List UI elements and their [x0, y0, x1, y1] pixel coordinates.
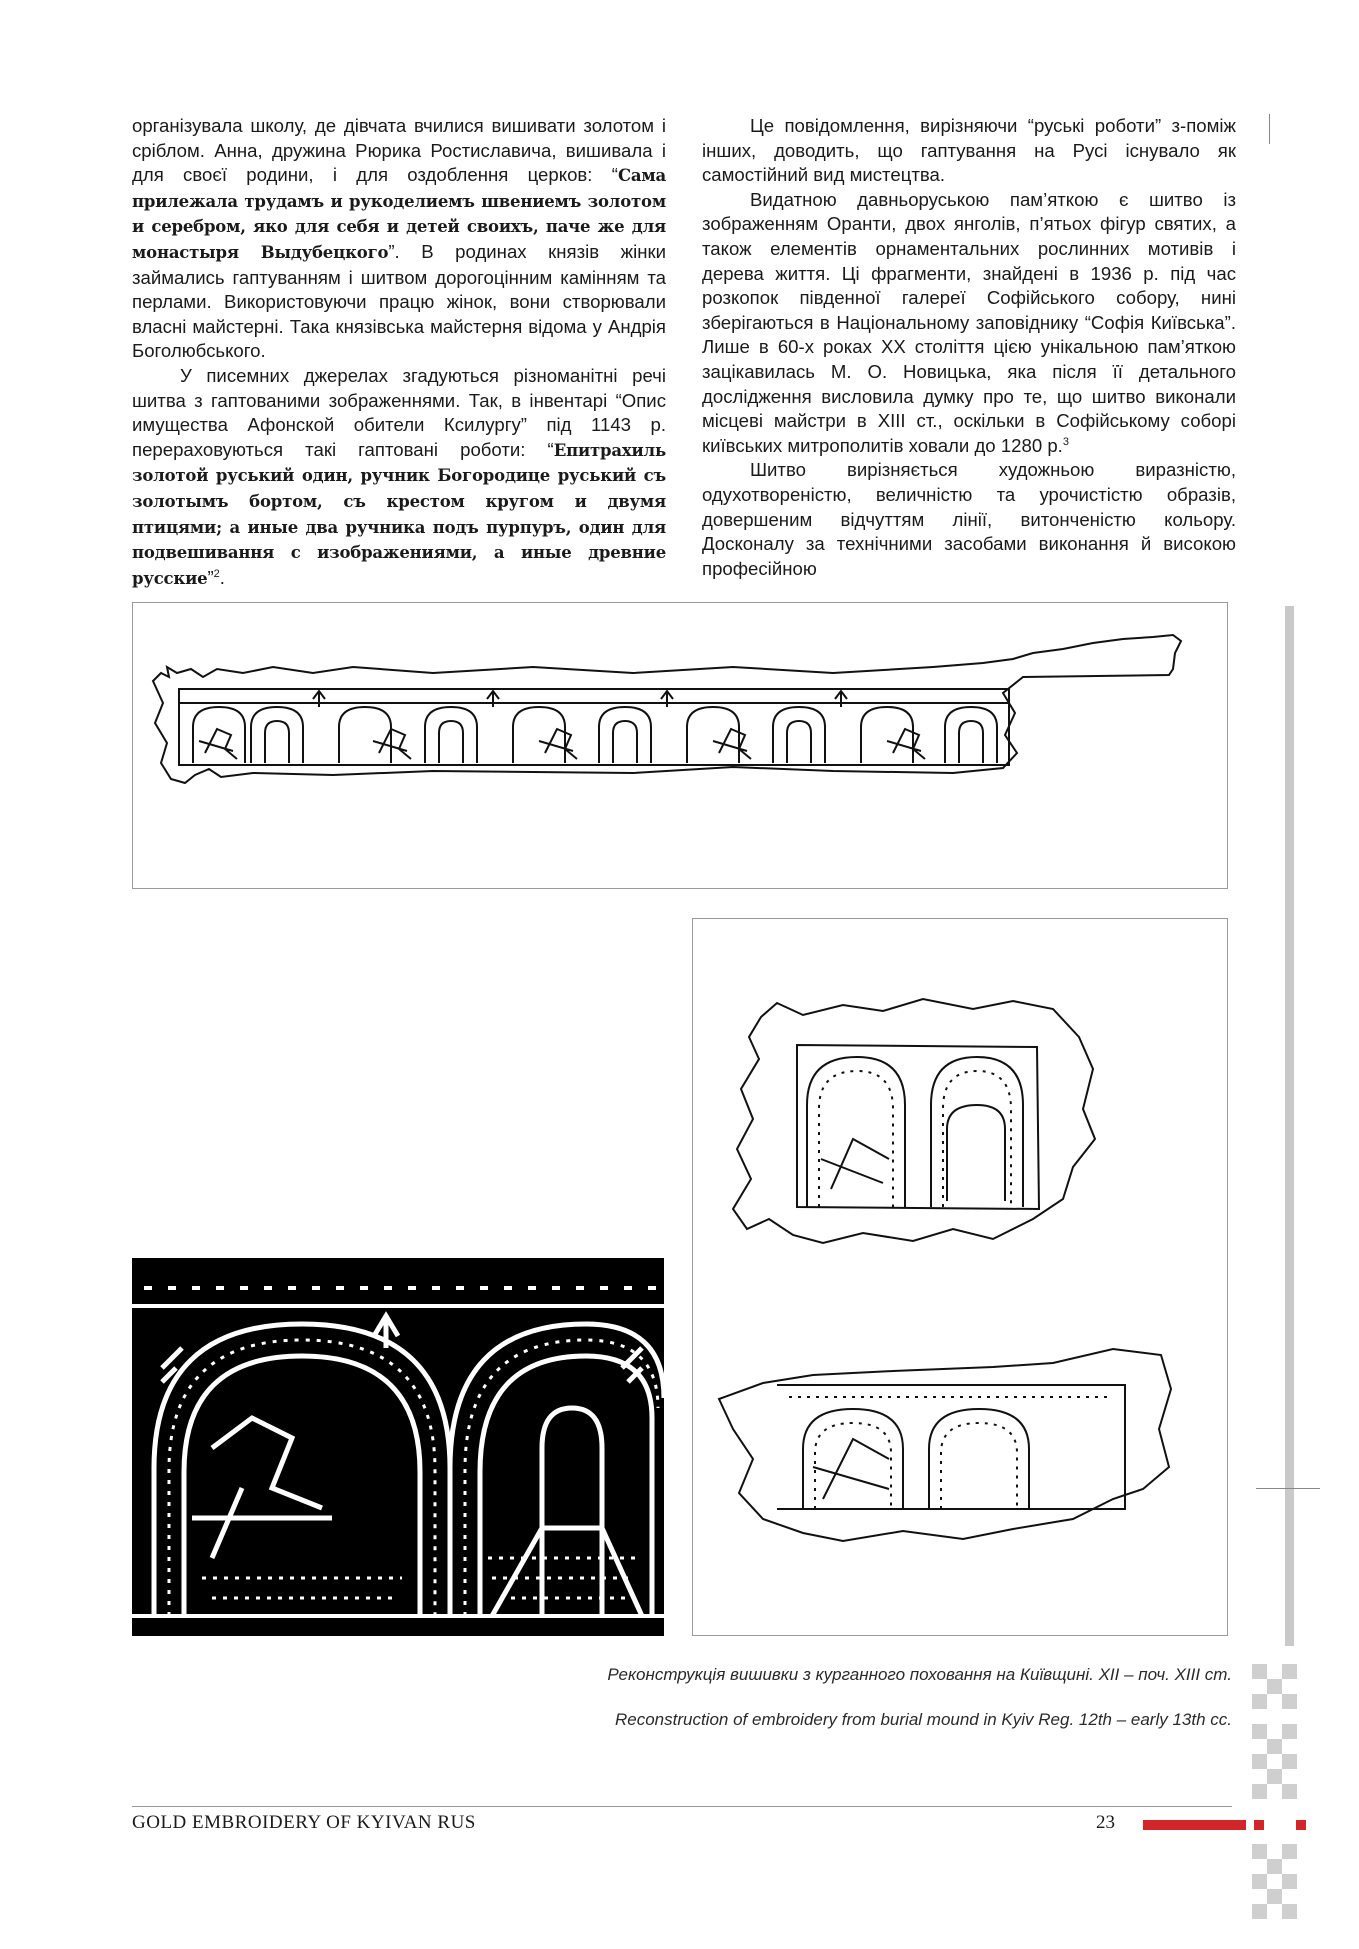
- text-column-right: [702, 114, 1236, 581]
- old-slavonic-quote: Сама прилежала трудамъ и рукоделиемъ швениемъ золотом и серебром, яко для себя и детей своихъ, паче же для монастыря Выдубецкого: [132, 166, 666, 262]
- paragraph: Видатною давньоруською пам’яткою є шитво із зображенням Оранти, двох янголів, п’ятьох фігур святих, а також елементів орнаментальних рослинних мотивів і дерева життя. Ці фрагменти, знайдені в 1936 р. під час розкопок південної галереї Софійського собору, нині зберігаються в Національному заповіднику “Софія Київська”. Лише в 60-х роках XX століття цією унікальною пам’яткою зацікавилась М. О. Новицька, яка після її детального дослідження висловила думку про те, що шитво виконали місцеві майстри в XIII ст., оскільки в Софійському соборі київських митрополитів ховали до 1280 р.$^3$: [702, 188, 1236, 456]
- decorative-vertical-bar: [1285, 606, 1294, 1646]
- paragraph: У писемних джерелах згадуються різноманітні речі шитва з гаптованими зображеннями. Так, в інвентарі “Опис имущества Афонской обители Ксилургу” під 1143 р. перераховуються такі гаптовані роботи: “Епитрахиль золотой руський один, ручник Богородице руський съ золотымъ бортом, съ крестом кругом и двумя птицями; а иные два ручника подъ пурпуръ, один для подвешивання с изображениями, а иные древние русские”$^2$.: [132, 364, 666, 588]
- crop-mark-horizontal: [1256, 1488, 1320, 1489]
- frieze-drawing: [133, 603, 1227, 888]
- fragments-drawing: [693, 919, 1227, 1635]
- paragraph: Це повідомлення, вирізняючи “руські роботи” з-поміж інших, доводить, що гаптування на Русі існувало як самостійний вид мистецтва.: [702, 115, 1236, 186]
- crop-mark-vertical: [1269, 114, 1270, 144]
- footer-red-bar: [1143, 1820, 1246, 1830]
- reconstruction-drawing: [132, 1258, 664, 1636]
- page-number: 23: [1096, 1812, 1115, 1833]
- footnote-ref: 3: [1062, 435, 1069, 448]
- paragraph: організувала школу, де дівчата вчилися вишивати золотом і сріблом. Анна, дружина Рюрика Ростиславича, вишивала і для своєї родини, і для оздоблення церков: “Сама прилежала трудамъ и рукоделиемъ швениемъ золотом и серебром, яко для себя и детей своихъ, паче же для монастыря Выдубецкого”. В родинах князів жінки займались гаптуванням і шитвом дорогоцінним камінням та перлами. Використовуючи працю жінок, вони створювали власні майстерні. Така князівська майстерня відома у Андрія Боголюбського.: [132, 115, 667, 362]
- footer-red-square: [1254, 1820, 1264, 1830]
- old-slavonic-quote: Епитрахиль золотой руський один, ручник Богородице руський съ золотымъ бортом, съ крестом кругом и двумя птицями; а иные два ручника подъ пурпуръ, один для подвешивання с изображениями, а иные древние русские: [132, 440, 666, 588]
- footnote-ref: 2: [213, 567, 220, 580]
- figure-reconstruction-bw: [132, 1258, 664, 1636]
- caption-english: Reconstruction of embroidery from burial mound in Kyiv Reg. 12th – early 13th cc.: [614, 1710, 1232, 1729]
- running-footer-title: GOLD EMBROIDERY OF KYIVAN RUS: [132, 1812, 476, 1833]
- figure-frieze: [132, 602, 1228, 889]
- text-column-left: [132, 114, 666, 591]
- paragraph: Шитво вирізняється художньою виразністю, одухотвореністю, величністю та урочистістю образів, довершеним відчуттям лінії, витонченістю кольору. Досконалу за технічними засобами виконання й високою професійною: [702, 459, 1236, 579]
- footer-rule: [132, 1806, 1232, 1807]
- caption-ukrainian: Реконструкція вишивки з курганного поховання на Київщині. XII – поч. XIII ст.: [607, 1665, 1232, 1684]
- footer-red-square: [1296, 1820, 1306, 1830]
- figure-fragments: [692, 918, 1228, 1636]
